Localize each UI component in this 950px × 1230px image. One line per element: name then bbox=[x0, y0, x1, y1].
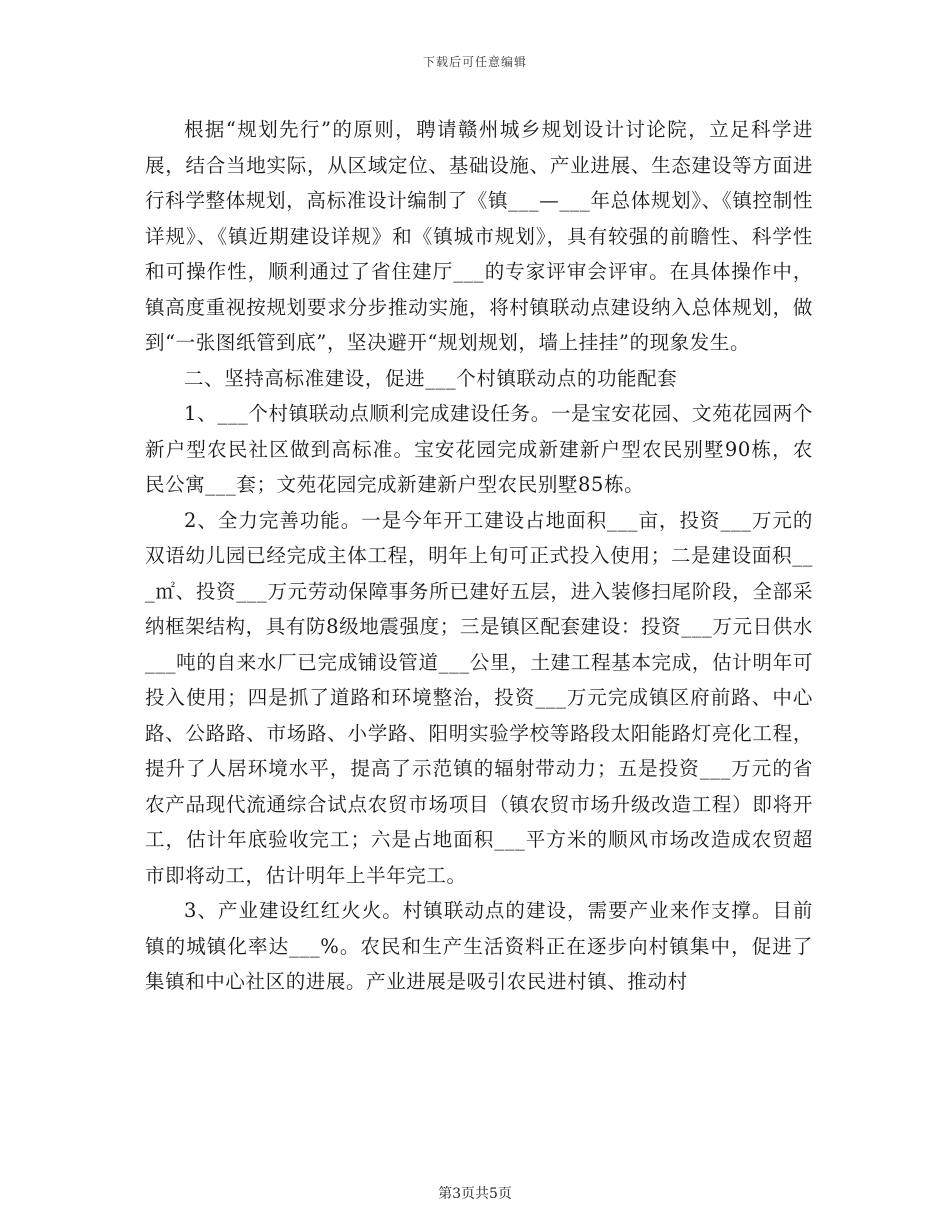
page-header-note: 下载后可任意编辑 bbox=[422, 55, 527, 69]
paragraph-item-3: 3、产业建设红红火火。村镇联动点的建设，需要产业来作支撑。目前镇的城镇化率达___%。农民和生产生活资料正在逐步向村镇集中，促进了集镇和中心社区的进展。产业进展是吸引农民进村镇、推动村 bbox=[145, 899, 813, 993]
paragraph-item-2: 2、全力完善功能。一是今年开工建设占地面积___亩，投资___万元的双语幼儿园已经完成主体工程，明年上旬可正式投入使用；二是建设面积___㎡、投资___万元劳动保障事务所已建好五层，进入装修扫尾阶段，全部采纳框架结构，具有防8级地震强度；三是镇区配套建设：投资___万元日供水___吨的自来水厂已完成铺设管道___公里，土建工程基本完成，估计明年可投入使用；四是抓了道路和环境整治，投资___万元完成镇区府前路、中心路、公路路、市场路、小学路、阳明实验学校等路段太阳能路灯亮化工程，提升了人居环境水平，提高了示范镇的辐射带动力；五是投资___万元的省农产品现代流通综合试点农贸市场项目（镇农贸市场升级改造工程）即将开工，估计年底验收完工；六是占地面积___平方米的顺风市场改造成农贸超市即将动工，估计明年上半年完工。 bbox=[145, 508, 813, 887]
document-body bbox=[145, 112, 813, 1000]
paragraph-item-1: 1、___个村镇联动点顺利完成建设任务。一是宝安花园、文苑花园两个新户型农民社区做到高标准。宝安花园完成新建新户型农民别墅90栋，农民公寓___套；文苑花园完成新建新户型农民别墅85栋。 bbox=[145, 402, 813, 496]
section-heading-2: 二、坚持高标准建设，促进___个村镇联动点的功能配套 bbox=[184, 366, 678, 390]
page-number: 第3页共5页 bbox=[438, 1186, 512, 1202]
paragraph-planning: 根据“规划先行”的原则，聘请赣州城乡规划设计讨论院，立足科学进展，结合当地实际，从区域定位、基础设施、产业进展、生态建设等方面进行科学整体规划，高标准设计编制了《镇___—___年总体规划》、《镇控制性详规》、《镇近期建设详规》和《镇城市规划》，具有较强的前瞻性、科学性和可操作性，顺利通过了省住建厅___的专家评审会评审。在具体操作中，镇高度重视按规划要求分步推动实施，将村镇联动点建设纳入总体规划，做到“一张图纸管到底”，坚决避开“规划规划，墙上挂挂”的现象发生。 bbox=[145, 118, 813, 354]
